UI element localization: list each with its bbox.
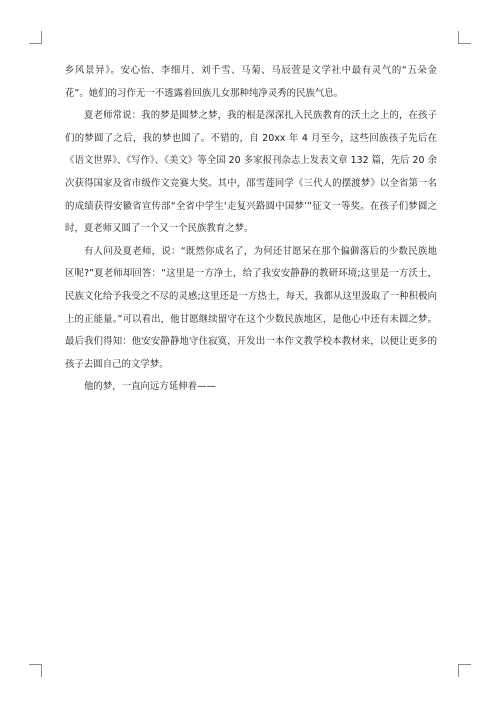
paragraph-five-golden-flowers: 乡风景异》。安心怡、李细月、刘千雪、马菊、马辰萱是文学社中最有灵气的“五朵金花”。她们的习作无一不透露着回族儿女那种纯净灵秀的民族气息。 bbox=[65, 65, 437, 99]
paragraph-closing: 他的梦，一直向远方延伸着—— bbox=[84, 381, 216, 393]
document-body bbox=[65, 60, 437, 399]
crop-mark-top-right bbox=[458, 31, 471, 44]
paragraph-teacher-answer: 有人问及夏老师，说：“既然你成名了，为何还甘愿呆在那个偏僻落后的少数民族地区呢?”夏老师却回答：“这里是一方净土，给了我安安静静的教研环境;这里是一方沃土，民族文化给予我受之不尽的灵感;这里还是一方热土，每天，我都从这里汲取了一种积极向上的正能量。”可以看出，他甘愿继续留守在这个少数民族地区，是他心中还有未圆之梦。最后我们得知：他安安静静地守住寂寞，开发出一本作文教学校本教材来，以便让更多的孩子去圆自己的文学梦。 bbox=[65, 245, 437, 370]
crop-mark-top-left bbox=[29, 31, 42, 44]
paragraph-teacher-dream: 夏老师常说：我的梦是圆梦之梦，我的根是深深扎入民族教育的沃土之上的，在孩子们的梦圆了之后，我的梦也圆了。不错的，自 20xx 年 4 月至今，这些回族孩子先后在《语文世界》、《写作》、《美文》等全国 20 多家报刊杂志上发表文章 132 篇，先后 20 余次获得国家及省市级作文竞赛大奖。其中，邵雪莲同学《三代人的摆渡梦》以全省第一名的成绩获得安徽省宣传部“全省中学生‘走复兴路圆中国梦’”征文一等奖。在孩子们梦圆之时，夏老师又圆了一个又一个民族教育之梦。 bbox=[65, 110, 437, 235]
crop-mark-bottom-left bbox=[29, 664, 42, 677]
crop-mark-bottom-right bbox=[458, 664, 471, 677]
